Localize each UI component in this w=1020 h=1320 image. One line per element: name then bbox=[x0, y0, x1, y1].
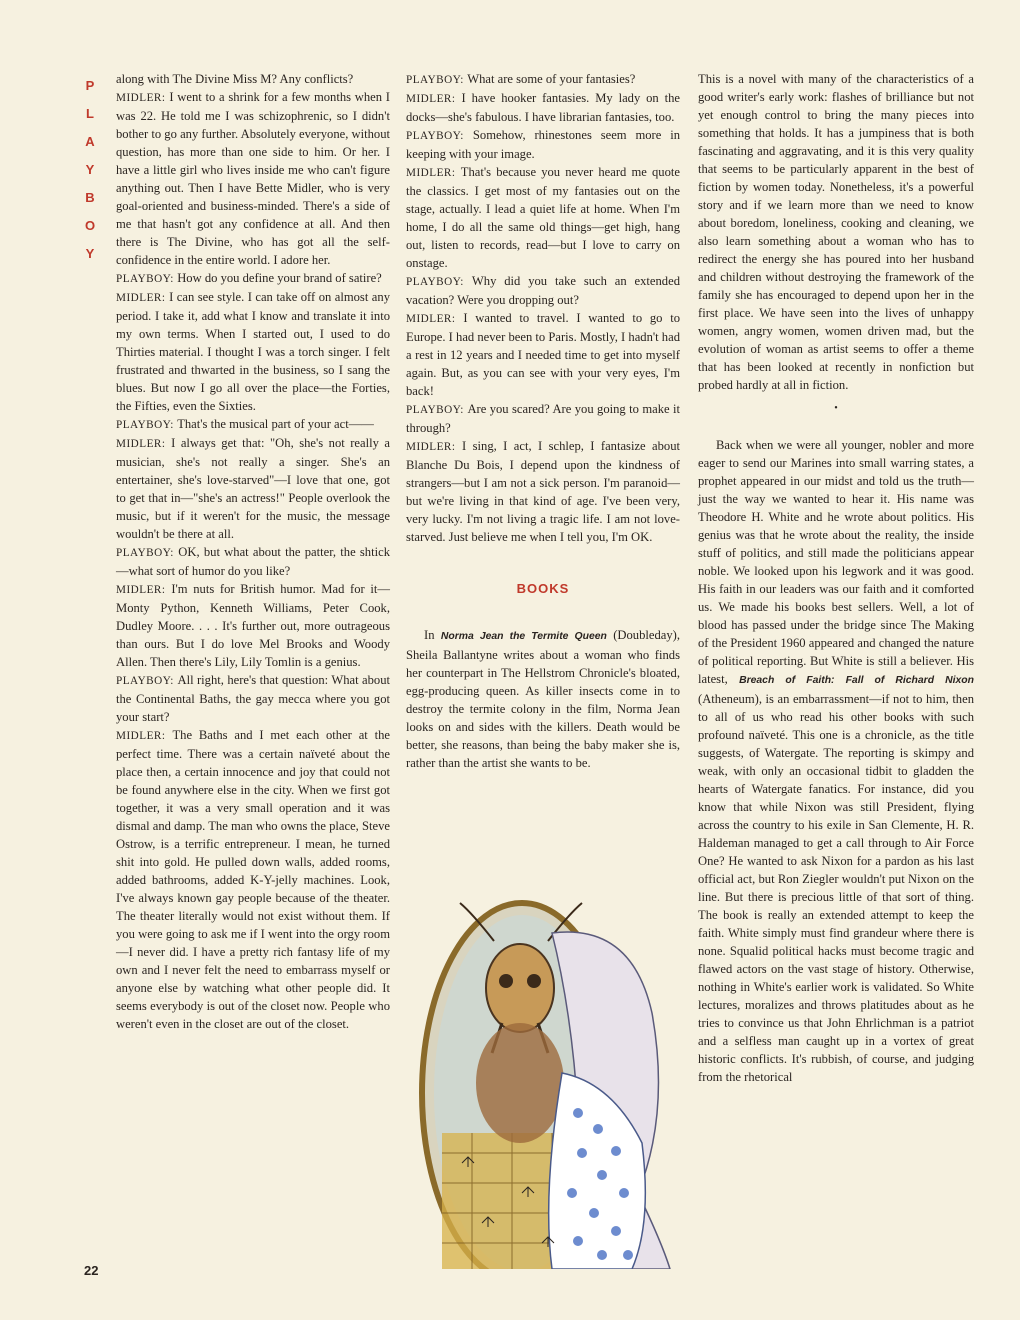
paragraph-text: Are you scared? Are you going to make it through? bbox=[406, 402, 680, 435]
book-title: Breach of Faith: Fall of Richard Nixon bbox=[739, 675, 975, 686]
interview-column-2 bbox=[406, 70, 680, 772]
paragraph-text: That's because you never heard me quote the classics. I get most of my fantasies out on the stage, actually. I lead a quiet life at home. When I'm home, I do all the same old things—get high, hang out, listen to records, read—but I love to carry on onstage. bbox=[406, 165, 680, 270]
speaker-label: PLAYBOY: bbox=[406, 404, 468, 416]
separator-bullet: • bbox=[834, 403, 838, 414]
interview-paragraph bbox=[116, 580, 390, 671]
interview-paragraph bbox=[116, 543, 390, 580]
running-head-letter: P bbox=[85, 78, 95, 93]
interview-paragraph bbox=[116, 671, 390, 726]
interview-column-1 bbox=[116, 70, 390, 1033]
paragraph-text: I'm nuts for British humor. Mad for it—Monty Python, Kenneth Williams, Peter Cook, Dudley Moore. . . . It's further out, more outrageous than ours. But I do love Mel Brooks and Woody Allen. Then there's Lily, Lily Tomlin is a genius. bbox=[116, 582, 390, 669]
interview-paragraph bbox=[406, 400, 680, 437]
speaker-label: MIDLER: bbox=[406, 167, 461, 179]
interview-paragraph bbox=[406, 272, 680, 309]
termite-queen-illustration bbox=[402, 893, 684, 1269]
paragraph-text: OK, but what about the patter, the shtick—what sort of humor do you like? bbox=[116, 545, 390, 578]
books-section-heading: BOOKS bbox=[516, 581, 570, 596]
speaker-label: PLAYBOY: bbox=[406, 130, 473, 142]
speaker-label: PLAYBOY: bbox=[116, 547, 179, 559]
interview-paragraph bbox=[406, 437, 680, 546]
paragraph-text: I can see style. I can take off on almost any period. I take it, add what I know and translate it into my own terms. When I started out, I used to do Thirties material. I thought I was a torch singer. I felt frustrated and thwarted in the business, so I sang the blues. But now I go all over the place—the Forties, the Fifties, even the Sixties. bbox=[116, 290, 390, 413]
running-head-letter: O bbox=[84, 218, 96, 233]
interview-paragraph bbox=[406, 309, 680, 400]
running-head-letter: B bbox=[85, 190, 95, 205]
review-paragraph-1: This is a novel with many of the characteristics of a good writer's early work: flashes of brilliance but not yet enough control to bring the many pieces into something that holds. It has a jumpiness that is both fascinating and aggravating, and it is this very quality that seems to be particularly apparent in the best of fiction by women today. Nonetheless, it's a powerful story and if we learn more than we need to know about boredom, loneliness, cooking and cleaning, we also learn something about a woman who has to redirect the energy she has poured into her husband and children without destroying the framework of the family she has encouraged to depend upon her in the first place. We have seen into the lives of unhappy women, angry women, women driven mad, but the evolution of woman as artist seems to offer a theme that has been looked at recently in nonfiction but probed hardly at all in fiction. bbox=[698, 72, 974, 392]
paragraph-text: I always get that: "Oh, she's not really a musician, she's not really a singer. She's an entertainer, she's love-starved"—I love that one, got to get that in—"she's an actress!" People overlook the music, but if it weren't for the music, the message wouldn't be there at all. bbox=[116, 436, 390, 541]
paragraph-text: That's the musical part of your act—— bbox=[177, 417, 374, 431]
paragraph-text: I have hooker fantasies. My lady on the docks—she's fabulous. I have librarian fantasies, too. bbox=[406, 91, 680, 124]
speaker-label: PLAYBOY: bbox=[406, 276, 472, 288]
interview-continued bbox=[406, 70, 680, 546]
paragraph-text: The Baths and I met each other at the perfect time. There was a certain naïveté about the place then, a certain innocence and joy that could not be found anywhere else in the city. When we first got together, it was a very small operation and it was dismal and damp. The man who owns the place, Steve Ostrow, is a terrific entrepreneur. I mean, he turned shit into gold. He pulled down walls, added rooms, added bathrooms, added K-Y-jelly machines. Look, I've always known gay people because of the theater. The theater literally would not exist without them. If you were going to ask me if I went into the orgy room—I never did. I have a pretty rich fantasy life of my own and I never felt the need to embarrass myself or anyone else by watching what other people did. It seems everybody is out of the closet now. People who weren't even in the closet are out of the closet. bbox=[116, 728, 390, 1031]
speaker-label: PLAYBOY: bbox=[406, 74, 468, 86]
running-head-letter: L bbox=[86, 106, 94, 121]
paragraph-text: All right, here's that question: What about the Continental Baths, the gay mecca where you got your start? bbox=[116, 673, 390, 724]
books-column-3 bbox=[698, 70, 974, 1086]
book-review-termite-queen: In Norma Jean the Termite Queen (Doubleday), Sheila Ballantyne writes about a woman who finds her counterpart in The Hellstrom Chronicle's bloated, egg-producing queen. As killer insects come in to destroy the termite colony in the film, Norma Jean looks on and sides with the killers. Death would be better, she reasons, than being the baby maker she is, rather than the artist she wants to be. bbox=[406, 628, 680, 770]
paragraph-text: I sing, I act, I schlep, I fantasize about Blanche Du Bois, I depend upon the kindness of strangers—but I am not a sick person. I'm paranoid—but we're living in that kind of age. I've been very, very lucky. I'm not living a tragic life. I am not love-starved. Just believe me when I tell you, I'm OK. bbox=[406, 439, 680, 544]
running-head-letter: Y bbox=[85, 246, 95, 261]
paragraph-text: Why did you take such an extended vacation? Were you dropping out? bbox=[406, 274, 680, 307]
page-number: 22 bbox=[84, 1263, 99, 1278]
interview-paragraph bbox=[116, 288, 390, 415]
speaker-label: PLAYBOY: bbox=[116, 273, 178, 285]
speaker-label: PLAYBOY: bbox=[116, 675, 178, 687]
speaker-label: MIDLER: bbox=[406, 313, 464, 325]
interview-paragraph bbox=[116, 88, 390, 269]
speaker-label: MIDLER: bbox=[116, 584, 172, 596]
interview-paragraph bbox=[116, 726, 390, 1033]
interview-paragraph bbox=[116, 70, 390, 88]
paragraph-text: Somehow, rhinestones seem more in keeping with your image. bbox=[406, 128, 680, 161]
speaker-label: MIDLER: bbox=[116, 92, 170, 104]
speaker-label: MIDLER: bbox=[116, 292, 170, 304]
paragraph-text: What are some of your fantasies? bbox=[467, 72, 636, 86]
speaker-label: PLAYBOY: bbox=[116, 419, 178, 431]
interview-paragraph bbox=[406, 70, 680, 89]
speaker-label: MIDLER: bbox=[116, 730, 173, 742]
running-head-letter: A bbox=[85, 134, 95, 149]
paragraph-text: along with The Divine Miss M? Any conflicts? bbox=[116, 72, 354, 86]
paragraph-text: I wanted to travel. I wanted to go to Europe. I had never been to Paris. Mostly, I hadn't had a rest in 12 years and I needed time to get into myself again. But, as you can see with your very eyes, I'm back! bbox=[406, 311, 680, 398]
review-paragraph-2: Back when we were all younger, nobler and more eager to send our Marines into small warring states, a prophet appeared in our midst and told us the truth—just the way we wanted to hear it. His name was Theodore H. White and he wrote about politics. His genius was that he wrote about the reality, the inside stuff of politics, and still made the politicians appear noble. We looked upon his legwork and it was good. His faith in our leaders was our faith and it comforted us. We made his books best sellers. Well, a lot of blood has passed under the bridge since The Making of the President 1960 appeared and changed the nature of political reporting. But White is still a believer. His latest, Breach of Faith: Fall of Richard Nixon (Atheneum), is an embarrassment—if not to him, then to all of us who read his other books with such profound naïveté. This one is a chronicle, as the title suggests, of Watergate. The reporting is skimpy and weak, with only an occasional tidbit to gladden the hearts of Watergate fanatics. For instance, did you know that while Nixon was still President, flying across the country to his exile in San Clemente, H. R. Haldeman managed to get a call through to Air Force One? He wanted to ask Nixon for a pardon as his last official act, but Ron Ziegler wouldn't put Nixon on the line. But there is precious little of that sort of thing. The book is really an extended attempt to keep the faith. White simply must find grandeur where there is none. Squalid political hacks must become tragic and flawed actors on the vast stage of history. Otherwise, nothing in White's earlier work is validated. So White lectures, moralizes and throws platitudes about as he tries to convince us that John Ehrlichman is a patriot and a selfless man caught up in a vortex of great historic conflicts. It's rubbish, of course, and judging from the rhetorical bbox=[698, 438, 975, 1084]
paragraph-text: I went to a shrink for a few months when I was 22. He told me I was schizophrenic, so I didn't bother to go any further. Absolutely everyone, without question, has more than one side to him. Or her. I have a little girl who lives inside me who can't figure anything out. Then I have Bette Midler, who is very goal-oriented and business-minded. There's a side of me that hasn't got any confidence at all. And then there is The Divine, who has got all the self-confidence in the entire world. I adore her. bbox=[116, 90, 390, 267]
running-head-letter: Y bbox=[85, 162, 95, 177]
speaker-label: MIDLER: bbox=[406, 441, 463, 453]
running-head bbox=[80, 72, 100, 268]
interview-paragraph bbox=[406, 89, 680, 126]
interview-paragraph bbox=[116, 415, 390, 434]
book-title: Norma Jean the Termite Queen bbox=[440, 631, 607, 642]
interview-paragraph bbox=[116, 269, 390, 288]
interview-paragraph bbox=[116, 434, 390, 543]
paragraph-text: How do you define your brand of satire? bbox=[177, 271, 382, 285]
speaker-label: MIDLER: bbox=[406, 93, 462, 105]
interview-paragraph bbox=[406, 126, 680, 163]
speaker-label: MIDLER: bbox=[116, 438, 172, 450]
interview-paragraph bbox=[406, 163, 680, 272]
